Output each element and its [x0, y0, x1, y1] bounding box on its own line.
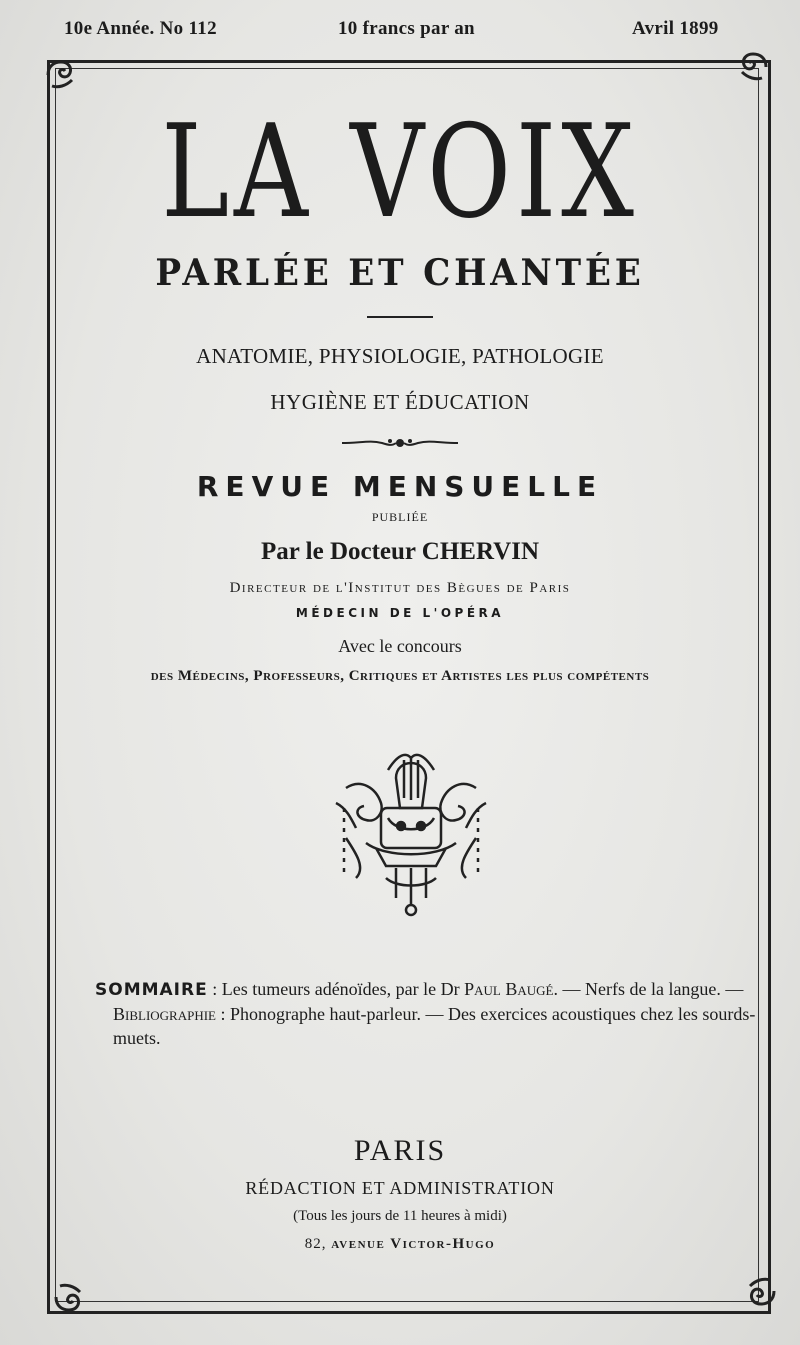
sommaire-label: SOMMAIRE [95, 980, 208, 1000]
address-street: avenue Victor-Hugo [331, 1236, 496, 1252]
decorative-emblem-illustration [326, 748, 496, 918]
subscription-price: 10 francs par an [338, 18, 475, 39]
director-line: Directeur de l'Institut des Bègues de Paris [229, 580, 571, 596]
publiee-label: PUBLIÉE [371, 510, 429, 524]
journal-title: LA VOIX [161, 98, 639, 247]
publisher-city: PARIS [353, 1134, 447, 1167]
corner-ornament-top-left [44, 58, 78, 92]
office-hours: (Tous les jours de 11 heures à midi) [293, 1208, 507, 1224]
sommaire-text-2: . — Nerfs de la langue. — [553, 979, 744, 999]
corner-ornament-top-right [736, 50, 770, 84]
topics-line-1: ANATOMIE, PHYSIOLOGIE, PATHOLOGIE [196, 344, 604, 368]
redaction-line: RÉDACTION ET ADMINISTRATION [245, 1178, 555, 1198]
sommaire-author: Paul Baugé [464, 979, 554, 999]
issue-date: Avril 1899 [632, 18, 719, 39]
address-line [0, 1236, 800, 1253]
divider-rule [367, 316, 433, 318]
opera-physician-line: MÉDECIN DE L'OPÉRA [295, 606, 505, 620]
corner-ornament-bottom-right [744, 1274, 778, 1308]
concours-line: Avec le concours [338, 636, 462, 656]
sommaire-text-1: : Les tumeurs adénoïdes, par le Dr [207, 979, 465, 999]
journal-subtitle: PARLÉE ET CHANTÉE [155, 252, 645, 294]
flourish-divider [340, 432, 460, 454]
issue-number: 10e Année. No 112 [64, 18, 217, 39]
corner-ornament-bottom-left [52, 1280, 86, 1314]
contributors-line: des Médecins, Professeurs, Critiques et Artistes les plus compétents [150, 668, 650, 684]
sommaire-biblio: Bibliographie [113, 1004, 216, 1024]
address-number: 82, [304, 1236, 327, 1252]
topics-line-2: HYGIÈNE ET ÉDUCATION [270, 390, 530, 414]
revue-mensuelle: REVUE MENSUELLE [196, 470, 604, 503]
editor-line: Par le Docteur CHERVIN [260, 538, 539, 565]
sommaire-text-3: : Phonographe haut-parleur. — Des exercices acoustiques chez les sourds-muets. [113, 1004, 756, 1048]
sommaire-paragraph [95, 977, 763, 1050]
